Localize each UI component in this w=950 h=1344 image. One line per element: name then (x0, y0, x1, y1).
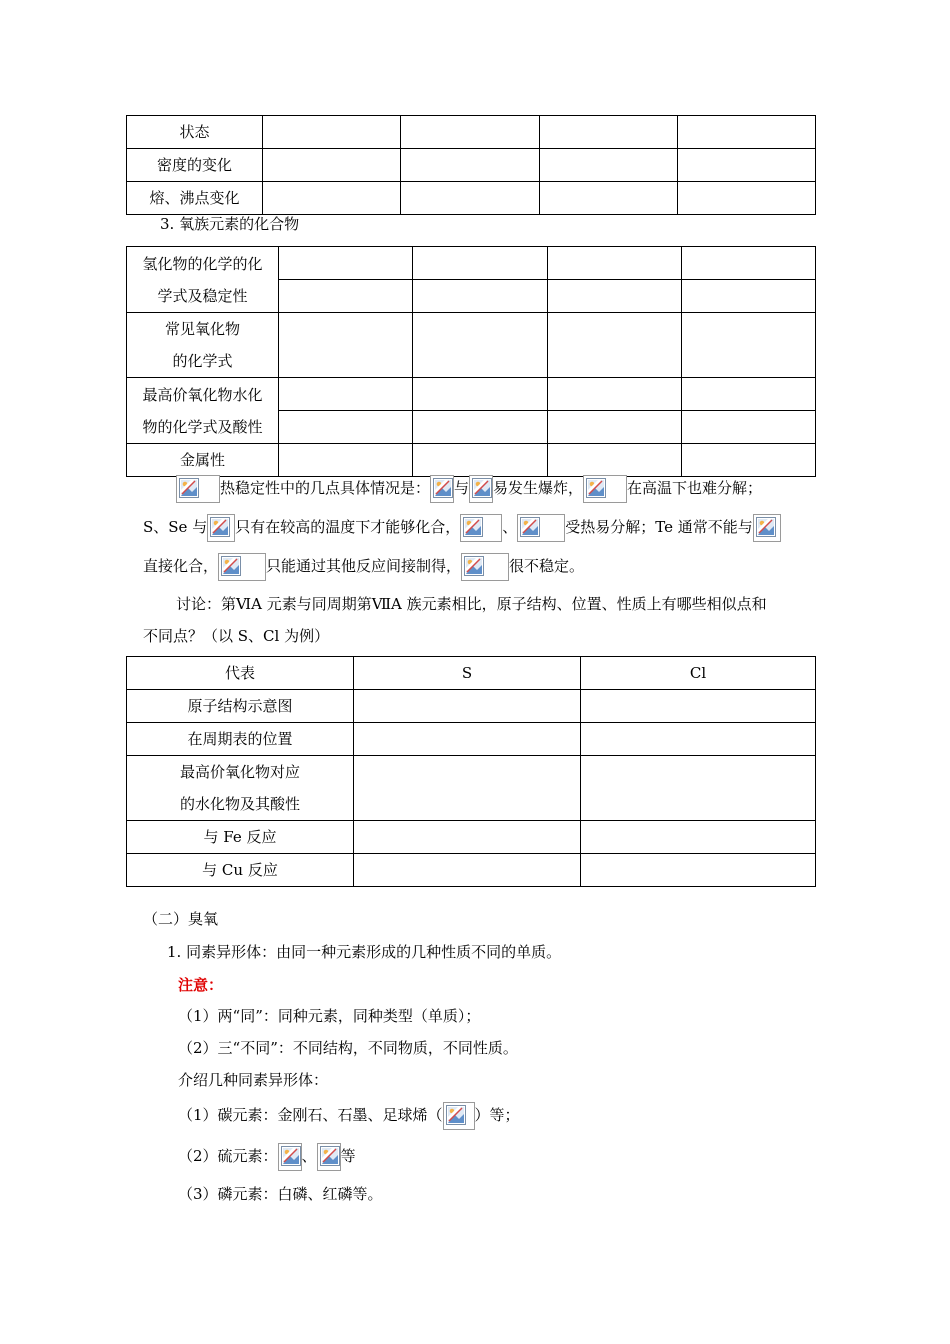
formula-image (176, 475, 220, 503)
formula-image (583, 475, 627, 503)
row-label: 最高价氧化物对应 的水化物及其酸性 (127, 756, 354, 821)
paragraph-line: S、Se 与 只有在较高的温度下才能够化合， 、 受热易分解；Te 通常不能与 (143, 514, 781, 542)
row-label: 状态 (127, 116, 263, 149)
table-row (127, 723, 816, 756)
row-label: 与 Cu 反应 (127, 854, 354, 887)
table-header-row (127, 657, 816, 690)
row-label: 在周期表的位置 (127, 723, 354, 756)
section-heading: 3. 氧族元素的化合物 (160, 215, 300, 233)
properties-table (126, 115, 816, 215)
paragraph-line: 热稳定性中的几点具体情况是： 与 易发生爆炸， 在高温下也难分解； (176, 475, 762, 503)
intro-text: 介绍几种同素异形体： (178, 1071, 329, 1089)
row-label: 金属性 (127, 444, 279, 477)
table-row (127, 247, 816, 280)
note-item: （1）两“同”：同种元素，同种类型（单质）； (178, 1007, 481, 1025)
definition-item: 1. 同素异形体：由同一种元素形成的几种性质不同的单质。 (167, 943, 562, 961)
note-label: 注意： (178, 976, 224, 994)
table-row (127, 378, 816, 411)
formula-image (430, 475, 454, 503)
section-title: （二）臭氧 (143, 910, 219, 928)
paragraph-line: 直接化合， 只能通过其他反应间接制得， 很不稳定。 (143, 553, 584, 581)
formula-image (317, 1143, 341, 1171)
formula-image (460, 514, 502, 542)
note-item: （2）三“不同”：不同结构，不同物质，不同性质。 (178, 1039, 518, 1057)
row-label: 氢化物的化学的化 学式及稳定性 (127, 247, 279, 313)
row-label: 常见氧化物 的化学式 (127, 313, 279, 378)
row-label: 与 Fe 反应 (127, 821, 354, 854)
allotrope-item: （1）碳元素：金刚石、石墨、足球烯（ ）等； (178, 1102, 520, 1130)
discussion-text: 讨论：第ⅥA 元素与同周期第ⅦA 族元素相比，原子结构、位置、性质上有哪些相似点和 (176, 595, 767, 613)
table-row (127, 756, 816, 821)
compounds-table (126, 246, 816, 477)
formula-image (443, 1102, 475, 1130)
allotrope-item: （2）硫元素： 、 等 (178, 1143, 356, 1171)
formula-image (517, 514, 565, 542)
row-label: 密度的变化 (127, 149, 263, 182)
formula-image (753, 514, 781, 542)
table-row (127, 444, 816, 477)
column-header: 代表 (127, 657, 354, 690)
column-header: S (354, 657, 581, 690)
formula-image (218, 553, 266, 581)
table-row (127, 854, 816, 887)
formula-image (207, 514, 235, 542)
discussion-text: 不同点？（以 S、Cl 为例） (143, 627, 330, 645)
table-row (127, 116, 816, 149)
formula-image (278, 1143, 302, 1171)
formula-image (469, 475, 493, 503)
table-row (127, 149, 816, 182)
row-label: 熔、沸点变化 (127, 182, 263, 215)
column-header: Cl (581, 657, 816, 690)
formula-image (461, 553, 509, 581)
allotrope-item: （3）磷元素：白磷、红磷等。 (178, 1185, 383, 1203)
table-row (127, 182, 816, 215)
row-label: 原子结构示意图 (127, 690, 354, 723)
table-row (127, 690, 816, 723)
row-label: 最高价氧化物水化 物的化学式及酸性 (127, 378, 279, 444)
comparison-table (126, 656, 816, 887)
table-row (127, 313, 816, 378)
table-row (127, 821, 816, 854)
